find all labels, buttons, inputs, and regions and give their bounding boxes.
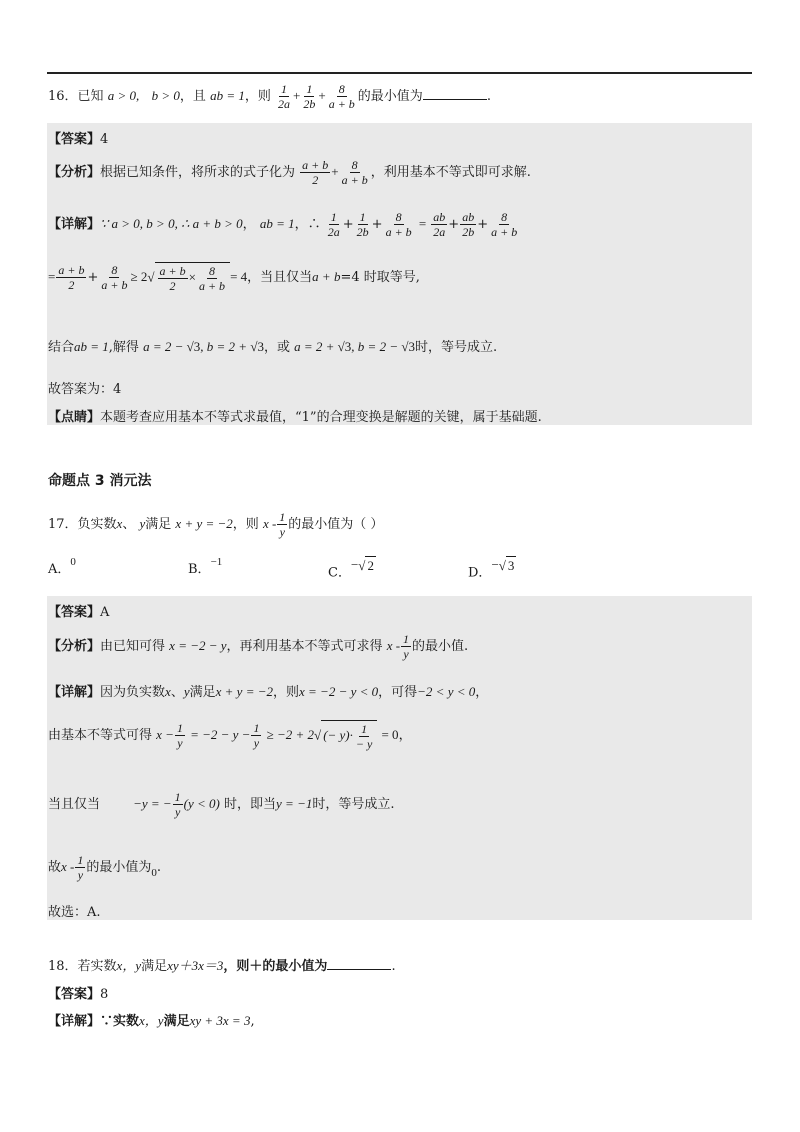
fraction: $\frac{8}{a + b}$ [385, 210, 412, 239]
fraction: $\frac{1}{- y}$ [355, 722, 373, 751]
fraction: $\frac{a + b}{2}$ [58, 263, 85, 292]
question-17: 17．负实数x、 y满足 x + y = −2，则 x - $\frac{1}{y}$ 的最小值为（ ） [48, 510, 384, 539]
fraction: $\frac{1}{2a}$ [278, 82, 290, 111]
answer-16: 【答案】4 [48, 132, 109, 147]
question-16: 16．已知 a > 0, b > 0，且 ab = 1，则 $\frac{1}{2a}$ + $\frac{1}{2b}$ + $\frac{8}{a + b}$ 的最小值为 . [48, 82, 491, 111]
detail-16-line3: 结合ab = 1,解得 a = 2 − √3, b = 2 + √3，或 a = 2 + √3, b = 2 − √3时，等号成立. [48, 339, 498, 355]
detail-16-line2: = $\frac{a + b}{2}$ + $\frac{8}{a + b}$ ≥ 2√ $\frac{a + b}{2}$ × $\frac{8}{a + b}$ = 4，当且仅当a + b=4 时取等号, [48, 263, 420, 293]
square-root: √ (− y)· $\frac{1}{- y}$ [314, 720, 377, 751]
answer-18: 【答案】8 [48, 987, 109, 1002]
comment-16: 【点睛】本题考查应用基本不等式求最值，“1”的合理变换是解题的关键，属于基础题. [48, 410, 542, 425]
square-root: √ 2 [358, 558, 374, 573]
section-title: 命题点 3 消元法 [48, 473, 152, 489]
fraction: $\frac{ab}{2b}$ [462, 210, 475, 239]
option-d[interactable]: D．−√ 3 [468, 556, 515, 581]
fraction: $\frac{8}{a + b}$ [101, 263, 128, 292]
fraction: $\frac{1}{y}$ [253, 721, 260, 750]
option-b[interactable]: B．$^{-1}$ [188, 556, 223, 577]
analysis-17: 【分析】由已知可得 x = −2 − y，再利用基本不等式可求得 x - $\frac{1}{y}$ 的最小值. [48, 632, 469, 661]
detail-16-line1: 【详解】∵ a > 0, b > 0, ∴ a + b > 0， ab = 1，∴ $\frac{1}{2a}$ + $\frac{1}{2b}$ + $\frac{8}{a + b}$ = $\frac{ab}{2a}$ + $\frac{ab}{2b}$ + $\frac{8}{a + b}$ [48, 210, 518, 239]
fraction: $\frac{8}{a + b}$ [491, 210, 518, 239]
option-c[interactable]: C．−√ 2 [328, 556, 374, 581]
detail-17-line3: 当且仅当 −y = − $\frac{1}{y}$ (y < 0) 时，即当y = −1时，等号成立. [48, 790, 395, 819]
detail-17-line1: 【详解】因为负实数x、y满足x + y = −2，则x = −2 − y < 0，可得−2 < y < 0， [48, 684, 489, 700]
fraction: $\frac{1}{2b}$ [356, 210, 369, 239]
detail-17-line4: 故x - $\frac{1}{y}$ 的最小值为$_0$. [48, 853, 162, 882]
square-root: √ 3 [498, 558, 515, 573]
detail-17-line2: 由基本不等式可得 x − $\frac{1}{y}$ = −2 − y − $\frac{1}{y}$ ≥ −2 + 2√ (− y)· $\frac{1}{- y}$ = 0， [48, 721, 412, 751]
option-a[interactable]: A．$^0$ [48, 556, 76, 577]
fraction: $\frac{ab}{2a}$ [433, 210, 446, 239]
fraction: $\frac{1}{y}$ [77, 853, 84, 882]
fraction: $\frac{1}{2a}$ [327, 210, 340, 239]
question-18: 18．若实数x，y满足xy＋3x＝3，则＋的最小值为 . [48, 958, 396, 974]
fraction: $\frac{a + b}{2}$ [302, 158, 329, 187]
answer-17: 【答案】A [48, 605, 110, 620]
detail-18: 【详解】∵实数x，y满足xy + 3x = 3, [48, 1013, 255, 1029]
fraction: $\frac{8}{a + b}$ [341, 158, 368, 187]
square-root: √ $\frac{a + b}{2}$ × $\frac{8}{a + b}$ [147, 262, 230, 293]
fraction: $\frac{1}{y}$ [403, 632, 410, 661]
header-rule [47, 72, 752, 74]
final-16: 故答案为：4 [48, 382, 122, 397]
fraction: $\frac{1}{2b}$ [303, 82, 316, 111]
fraction: $\frac{a + b}{2}$ [159, 264, 186, 293]
final-17: 故选：A. [48, 905, 101, 920]
analysis-16: 【分析】根据已知条件，将所求的式子化为 $\frac{a + b}{2}$ + $\frac{8}{a + b}$ ，利用基本不等式即可求解. [48, 158, 531, 187]
fraction: $\frac{8}{a + b}$ [198, 264, 226, 293]
fraction: $\frac{1}{y}$ [174, 790, 181, 819]
fraction: $\frac{1}{y}$ [176, 721, 183, 750]
answer-blank [423, 87, 487, 100]
fraction: $\frac{1}{y}$ [279, 510, 286, 539]
answer-blank [327, 957, 391, 970]
fraction: $\frac{8}{a + b}$ [328, 82, 355, 111]
